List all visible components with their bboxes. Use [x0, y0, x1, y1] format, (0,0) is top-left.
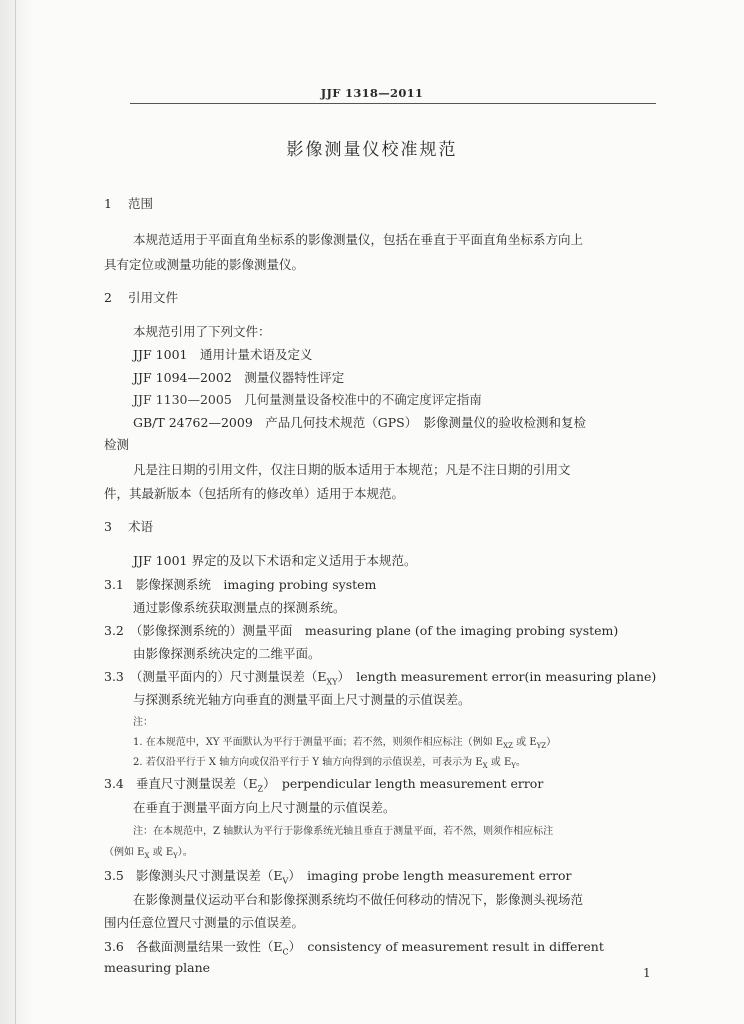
ref-item: JJF 1001 通用计量术语及定义 [133, 347, 313, 362]
refs-closing-line2: 件，其最新版本（包括所有的修改单）适用于本规范。 [104, 486, 405, 501]
term-3-5 [104, 866, 571, 886]
ref-item: JJF 1130—2005 几何量测量设备校准中的不确定度评定指南 [133, 392, 482, 407]
term-3-4 [104, 774, 543, 794]
term-title: （影像探测系统的）测量平面 measuring plane (of the imaging probing system) [129, 623, 619, 638]
section-1-para-line1: 本规范适用于平面直角坐标系的影像测量仪，包括在垂直于平面直角坐标系方向上 [133, 232, 584, 247]
term-number: 3.3 [104, 669, 124, 684]
term-3-3-definition: 与探测系统光轴方向垂直的测量平面上尺寸测量的示值误差。 [133, 692, 471, 707]
ref-item: JJF 1094—2002 测量仪器特性评定 [133, 370, 345, 385]
page-number: 1 [643, 966, 651, 980]
term-3-2 [104, 621, 618, 639]
ref-item: GB/T 24762—2009 产品几何技术规范（GPS） 影像测量仪的验收检测和复检 [133, 415, 586, 430]
section-number: 1 [104, 196, 112, 211]
term-title: （测量平面内的）尺寸测量误差$(E_{XY})$ length measurement error(in measuring plane) [129, 669, 657, 687]
term-3-1-definition: 通过影像系统获取测量点的探测系统。 [133, 600, 346, 615]
terms-intro: JJF 1001 界定的及以下术语和定义适用于本规范。 [133, 553, 417, 568]
note-label: 注： [133, 717, 153, 728]
term-title: 各截面测量结果一致性$(E_C)$ consistency of measurement result in different [135, 939, 604, 957]
refs-closing-line1: 凡是注日期的引用文件，仅注日期的版本适用于本规范；凡是不注日期的引用文 [133, 462, 571, 477]
term-3-6 [104, 937, 604, 957]
term-number: 3.6 [104, 939, 124, 954]
term-title: 垂直尺寸测量误差$(E_Z)$ perpendicular length measurement error [135, 776, 544, 794]
term-title: 影像测头尺寸测量误差$(E_V)$ imaging probe length measurement error [135, 868, 572, 886]
term-3-6-continuation: measuring plane [104, 960, 211, 975]
term-number: 3.2 [104, 623, 124, 638]
header-rule [130, 103, 656, 104]
section-2-heading [104, 288, 178, 306]
note-1: 1. 在本规范中，XY 平面默认为平行于测量平面；若不然，则须作相应标注（例如 $E_{XZ}$ 或 $E_{YZ}$） [133, 737, 557, 750]
ref-item-continuation: 检测 [104, 437, 130, 452]
term-number: 3.4 [104, 776, 124, 791]
term-3-5-definition-line2: 围内任意位置尺寸测量的示值误差。 [104, 915, 305, 930]
term-number: 3.5 [104, 868, 124, 883]
note-3-4-line1: 注：在本规范中，Z 轴默认为平行于影像系统光轴且垂直于测量平面，若不然，则须作相应标注 [133, 826, 554, 837]
term-3-3 [104, 667, 656, 687]
section-3-heading [104, 517, 153, 535]
term-3-5-definition-line1: 在影像测量仪运动平台和影像探测系统均不做任何移动的情况下，影像测头视场范 [133, 892, 584, 907]
term-number: 3.1 [104, 577, 124, 592]
page-title: 影像测量仪校准规范 [286, 140, 458, 160]
term-title: 影像探测系统 imaging probing system [135, 577, 377, 592]
section-number: 2 [104, 290, 112, 305]
term-3-4-definition: 在垂直于测量平面方向上尺寸测量的示值误差。 [133, 800, 396, 815]
document-code-header: JJF 1318—2011 [320, 86, 424, 100]
section-title: 引用文件 [127, 290, 178, 305]
note-2: 2. 若仅沿平行于 X 轴方向或仅沿平行于 Y 轴方向得到的示值误差，可表示为 $E_X$ 或 $E_Y$。 [133, 757, 526, 770]
section-1-para-line2: 具有定位或测量功能的影像测量仪。 [104, 257, 305, 272]
refs-intro: 本规范引用了下列文件： [133, 324, 271, 339]
note-3-4-line2: （例如 $E_X$ 或 $E_Y$）。 [104, 847, 193, 860]
section-1-heading [104, 194, 153, 212]
section-number: 3 [104, 519, 112, 534]
section-title: 术语 [127, 519, 153, 534]
section-title: 范围 [127, 196, 153, 211]
term-3-1 [104, 575, 376, 593]
term-3-2-definition: 由影像探测系统决定的二维平面。 [133, 646, 321, 661]
